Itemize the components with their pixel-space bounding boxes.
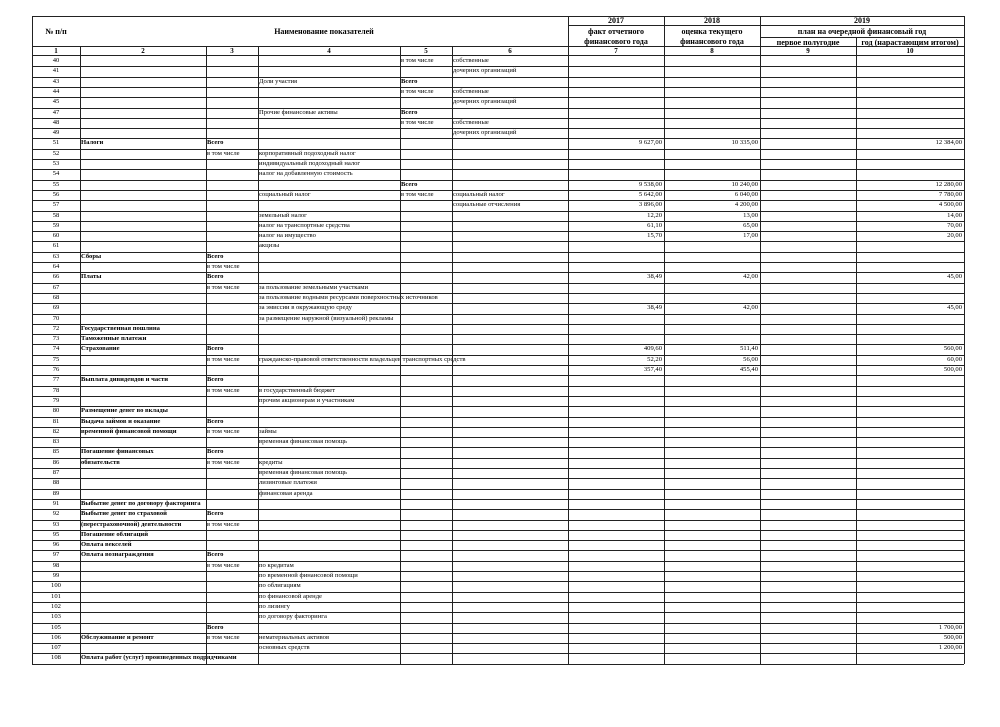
row-number: 79: [52, 396, 60, 404]
value-2017: 9 627,00: [638, 139, 662, 147]
indicator-sub: в том числе: [207, 386, 240, 394]
row-divider: [32, 643, 964, 644]
row-number: 82: [52, 427, 60, 435]
indicator-detail: за пользование земельными участками: [259, 283, 368, 291]
row-divider: [32, 262, 964, 263]
value-2018: 56,00: [743, 355, 758, 363]
value-2017: 357,40: [643, 366, 662, 373]
value-2017: 61,10: [647, 221, 662, 229]
value-2017: 9 538,00: [638, 180, 662, 188]
indicator-sub: в том числе: [207, 283, 240, 291]
indicator-detail: основных средств: [259, 644, 310, 652]
indicator-detail: по лизингу: [259, 602, 290, 610]
row-number: 47: [52, 108, 60, 116]
indicator-sub: Всего: [207, 376, 224, 384]
row-number: 61: [52, 242, 60, 250]
value-2018: 42,00: [743, 273, 758, 281]
row-divider: [32, 77, 964, 78]
value-2017: 52,20: [647, 355, 662, 363]
value-2017: 5 642,00: [638, 190, 662, 198]
indicator-scope: в том числе: [401, 87, 434, 95]
indicator-scope: Всего: [401, 108, 418, 116]
indicator-name: Размещение денег во вклады: [81, 407, 168, 415]
value-2019-year: 70,00: [947, 221, 962, 229]
row-number: 72: [52, 324, 60, 332]
indicator-subdetail: социальные отчисления: [453, 201, 521, 209]
full-year-header: год (нарастающим итогом): [861, 38, 959, 47]
row-divider: [32, 396, 964, 397]
value-2019-year: 12 384,00: [935, 139, 962, 147]
value-2019-year: 45,00: [947, 304, 962, 312]
row-number: 70: [52, 314, 60, 322]
plan-header: план на очередной финансовый год: [797, 27, 927, 36]
row-number: 63: [52, 252, 60, 260]
indicator-detail: по кредитам: [259, 561, 294, 569]
row-number: 100: [51, 582, 61, 590]
row-number: 66: [52, 273, 60, 281]
indicator-detail: земельный налог: [259, 211, 307, 219]
row-number: 40: [52, 57, 60, 64]
row-number: 44: [52, 87, 60, 95]
indicator-name: Погашение облигаций: [81, 530, 148, 538]
indicator-name: Платы: [81, 273, 102, 281]
value-2017: 15,70: [647, 232, 662, 240]
indicator-subdetail: дочерних организаций: [453, 129, 517, 137]
row-number: 53: [52, 160, 60, 167]
value-2019-year: 560,00: [943, 345, 962, 353]
indicator-scope: в том числе: [401, 190, 434, 198]
row-number: 74: [52, 345, 60, 353]
row-divider: [32, 149, 964, 150]
indicator-detail: займы: [259, 427, 277, 435]
row-number: 58: [52, 211, 60, 219]
indicator-detail: корпоративный подоходный налог: [259, 149, 356, 157]
colnum-8: 8: [710, 47, 714, 55]
indicator-name: Страхование: [81, 345, 120, 353]
row-number: 95: [52, 530, 60, 538]
indicator-scope: Всего: [401, 180, 418, 188]
row-number: 106: [51, 633, 61, 641]
year-2017-header: 2017: [608, 16, 624, 25]
row-number: 64: [52, 263, 60, 270]
value-2017: 38,49: [647, 273, 662, 281]
row-number: 80: [52, 407, 60, 415]
column-divider: [568, 16, 569, 664]
estimate-header-1: оценка текущего: [681, 27, 743, 36]
value-2018: 17,00: [743, 232, 758, 240]
indicator-sub: Всего: [207, 345, 224, 353]
value-2019-year: 20,00: [947, 232, 962, 240]
indicator-sub: Всего: [207, 139, 224, 147]
indicator-name: Оплата работ (услуг) произведенных подрядчиками: [81, 654, 237, 662]
row-divider: [32, 437, 964, 438]
indicator-name: Оплата векселей: [81, 541, 132, 549]
row-divider: [32, 592, 964, 593]
indicator-detail: по облигациям: [259, 582, 301, 590]
row-number: 43: [52, 77, 60, 85]
row-number: 99: [52, 572, 60, 579]
value-2017: 12,20: [647, 211, 662, 219]
indicator-sub: в том числе: [207, 520, 240, 528]
row-number: 56: [52, 190, 60, 198]
colnum-1: 1: [54, 47, 58, 55]
indicator-detail: гражданско-правовой ответственности владельцев транспортных средств: [259, 355, 466, 363]
indicator-detail: за размещение наружной (визуальной) рекламы: [259, 314, 394, 322]
value-2018: 6 040,00: [734, 190, 758, 198]
row-number: 107: [51, 644, 61, 652]
value-2017: 38,49: [647, 304, 662, 312]
half-year-header: первое полугодие: [776, 38, 840, 47]
row-divider: [32, 169, 964, 170]
row-divider: [32, 221, 964, 222]
row-number: 103: [51, 613, 61, 621]
indicator-subdetail: собственные: [453, 87, 489, 95]
indicator-sub: Всего: [207, 273, 224, 281]
fact-header-1: факт отчетного: [588, 27, 644, 36]
row-divider: [32, 283, 964, 284]
colnum-6: 6: [508, 47, 512, 55]
indicator-sub: в том числе: [207, 263, 240, 270]
colnum-bottom-border: [32, 55, 964, 56]
row-divider: [32, 231, 964, 232]
indicator-sub: в том числе: [207, 633, 240, 641]
row-divider: [32, 468, 964, 469]
row-number: 68: [52, 293, 60, 301]
indicator-detail: налог на транспортные средства: [259, 221, 350, 229]
row-number: 88: [52, 479, 60, 487]
rownum-header: № п/п: [45, 27, 67, 36]
column-divider: [856, 37, 857, 664]
row-number: 83: [52, 438, 60, 446]
indicator-sub: Всего: [207, 510, 224, 518]
row-number: 48: [52, 118, 60, 126]
row-number: 60: [52, 232, 60, 240]
value-2018: 455,40: [739, 366, 758, 373]
indicator-subdetail: дочерних организаций: [453, 67, 517, 75]
row-divider: [32, 664, 964, 665]
column-divider: [760, 16, 761, 664]
indicator-detail: прочим акционерам и участникам: [259, 396, 355, 404]
colnum-7: 7: [614, 47, 618, 55]
row-divider: [32, 241, 964, 242]
row-divider: [32, 314, 964, 315]
indicator-sub: в том числе: [207, 458, 240, 466]
indicator-detail: за эмиссии в окружающую среду: [259, 304, 352, 312]
row-number: 54: [52, 170, 60, 178]
value-2018: 4 200,00: [734, 201, 758, 209]
indicator-name: Выбытие денег по страховой: [81, 510, 167, 518]
indicator-sub: в том числе: [207, 561, 240, 569]
indicator-name: Сборы: [81, 252, 102, 260]
row-number: 52: [52, 149, 60, 157]
column-divider: [400, 46, 401, 664]
indicator-detail: социальный налог: [259, 190, 311, 198]
indicator-detail: кредиты: [259, 458, 283, 466]
indicator-scope: Всего: [401, 77, 418, 85]
column-divider: [258, 46, 259, 664]
indicator-name: Выплата дивидендов и части: [81, 376, 169, 384]
indicator-detail: за пользование водными ресурсами поверхностных источников: [259, 293, 438, 301]
row-number: 87: [52, 469, 60, 476]
value-2018: 10 335,00: [731, 139, 758, 147]
indicator-detail: акцизы: [259, 242, 280, 250]
indicator-detail: Прочие финансовые активы: [259, 108, 338, 116]
indicator-name: Налоги: [81, 139, 104, 147]
row-divider: [32, 386, 964, 387]
colnum-3: 3: [230, 47, 234, 55]
row-number: 92: [52, 510, 60, 518]
indicator-name: Оплата вознаграждения: [81, 551, 154, 559]
row-divider: [32, 159, 964, 160]
indicator-subdetail: собственные: [453, 118, 489, 126]
estimate-header-2: финансового года: [680, 37, 744, 46]
row-number: 96: [52, 541, 60, 549]
indicator-sub: в том числе: [207, 427, 240, 435]
row-number: 81: [52, 417, 60, 425]
row-number: 73: [52, 335, 60, 343]
value-2019-year: 60,00: [947, 355, 962, 363]
row-divider: [32, 623, 964, 624]
indicator-subdetail: собственные: [453, 57, 489, 64]
indicator-name: Выдача займов и оказание: [81, 417, 161, 425]
year-2019-header: 2019: [854, 16, 870, 25]
row-number: 101: [51, 592, 61, 600]
row-divider: [32, 180, 964, 181]
row-number: 55: [52, 180, 60, 188]
value-2019-year: 12 280,00: [935, 180, 962, 188]
value-2018: 65,00: [743, 221, 758, 229]
row-divider: [32, 478, 964, 479]
row-number: 75: [52, 355, 60, 363]
row-number: 41: [52, 67, 60, 75]
indicator-name: Обслуживание и ремонт: [81, 633, 154, 641]
row-divider: [32, 355, 964, 356]
indicator-detail: по временной финансовой помощи: [259, 572, 358, 579]
value-2018: 13,00: [743, 211, 758, 219]
indicator-name: Таможенные платежи: [81, 335, 147, 343]
row-number: 51: [52, 139, 60, 147]
row-divider: [32, 489, 964, 490]
value-2019-year: 1 700,00: [938, 623, 962, 631]
indicator-sub: Всего: [207, 551, 224, 559]
indicator-detail: в государственный бюджет: [259, 386, 336, 394]
row-divider: [32, 571, 964, 572]
row-number: 77: [52, 376, 60, 384]
indicator-name: Погашение финансовых: [81, 448, 154, 456]
indicator-scope: в том числе: [401, 57, 434, 64]
row-number: 78: [52, 386, 60, 394]
colnum-4: 4: [327, 47, 331, 55]
row-number: 105: [51, 623, 61, 631]
indicator-sub: Всего: [207, 623, 224, 631]
row-number: 93: [52, 520, 60, 528]
year-2018-header: 2018: [704, 16, 720, 25]
value-2019-year: 45,00: [947, 273, 962, 281]
colnum-9: 9: [806, 47, 810, 55]
row-number: 59: [52, 221, 60, 229]
row-divider: [32, 303, 964, 304]
indicator-detail: Доли участия: [259, 77, 298, 85]
indicator-name: обязательств: [81, 458, 120, 466]
indicator-detail: временная финансовая помощь: [259, 469, 347, 476]
indicator-sub: Всего: [207, 252, 224, 260]
indicator-detail: налог на добавленную стоимость: [259, 170, 353, 178]
fact-header-2: финансового года: [584, 37, 648, 46]
indicator-detail: временная финансовая помощь: [259, 438, 347, 446]
row-number: 108: [51, 654, 61, 662]
row-number: 102: [51, 602, 61, 610]
value-2017: 409,60: [643, 345, 662, 353]
indicator-name: Государственная пошлина: [81, 324, 160, 332]
indicator-scope: в том числе: [401, 118, 434, 126]
value-2019-year: 500,00: [943, 366, 962, 373]
value-2018: 10 240,00: [731, 180, 758, 188]
indicator-detail: налог на имущество: [259, 232, 316, 240]
row-divider: [32, 211, 964, 212]
value-2018: 511,40: [740, 345, 758, 353]
value-2017: 3 896,00: [638, 201, 662, 209]
value-2019-year: 7 780,00: [938, 190, 962, 198]
row-divider: [32, 612, 964, 613]
row-number: 57: [52, 201, 60, 209]
row-number: 89: [52, 489, 60, 497]
row-number: 86: [52, 458, 60, 466]
row-number: 67: [52, 283, 60, 291]
row-divider: [32, 108, 964, 109]
indicator-detail: индивидуальный подоходный налог: [259, 160, 361, 167]
indicator-detail: лизинговые платежи: [259, 479, 317, 487]
indicator-sub: в том числе: [207, 355, 240, 363]
value-2019-year: 14,00: [947, 211, 962, 219]
colnum-2: 2: [141, 47, 145, 55]
row-number: 91: [52, 499, 60, 507]
row-number: 76: [52, 366, 60, 373]
row-divider: [32, 293, 964, 294]
indicator-name: (перестраховочной) деятельности: [81, 520, 182, 528]
indicator-detail: финансовая аренда: [259, 489, 313, 497]
value-2019-year: 500,00: [943, 633, 962, 641]
row-number: 98: [52, 561, 60, 569]
indicator-name: временной финансовой помощи: [81, 427, 177, 435]
row-divider: [32, 581, 964, 582]
column-divider: [664, 16, 665, 664]
row-number: 49: [52, 129, 60, 137]
indicator-detail: нематериальных активов: [259, 633, 330, 641]
indicator-detail: по договору факторинга: [259, 613, 327, 621]
row-divider: [32, 365, 964, 366]
indicator-detail: по финансовой аренде: [259, 592, 322, 600]
value-2019-year: 1 200,00: [938, 644, 962, 652]
row-number: 97: [52, 551, 60, 559]
name-header: Наименование показателей: [274, 27, 374, 36]
colnum-10: 10: [906, 47, 914, 55]
row-divider: [32, 602, 964, 603]
column-divider: [964, 16, 965, 664]
row-number: 85: [52, 448, 60, 456]
indicator-subdetail: социальный налог: [453, 190, 505, 198]
value-2019-year: 4 500,00: [938, 201, 962, 209]
column-divider: [32, 16, 33, 664]
indicator-sub: в том числе: [207, 149, 240, 157]
column-divider: [80, 46, 81, 664]
row-number: 69: [52, 304, 60, 312]
indicator-sub: Всего: [207, 417, 224, 425]
row-divider: [32, 561, 964, 562]
indicator-name: Выбытие денег по договору факторинга: [81, 499, 201, 507]
indicator-sub: Всего: [207, 448, 224, 456]
colnum-5: 5: [424, 47, 428, 55]
indicator-subdetail: дочерних организаций: [453, 98, 517, 106]
column-divider: [206, 46, 207, 664]
column-divider: [452, 46, 453, 664]
row-number: 45: [52, 98, 60, 106]
value-2018: 42,00: [743, 304, 758, 312]
